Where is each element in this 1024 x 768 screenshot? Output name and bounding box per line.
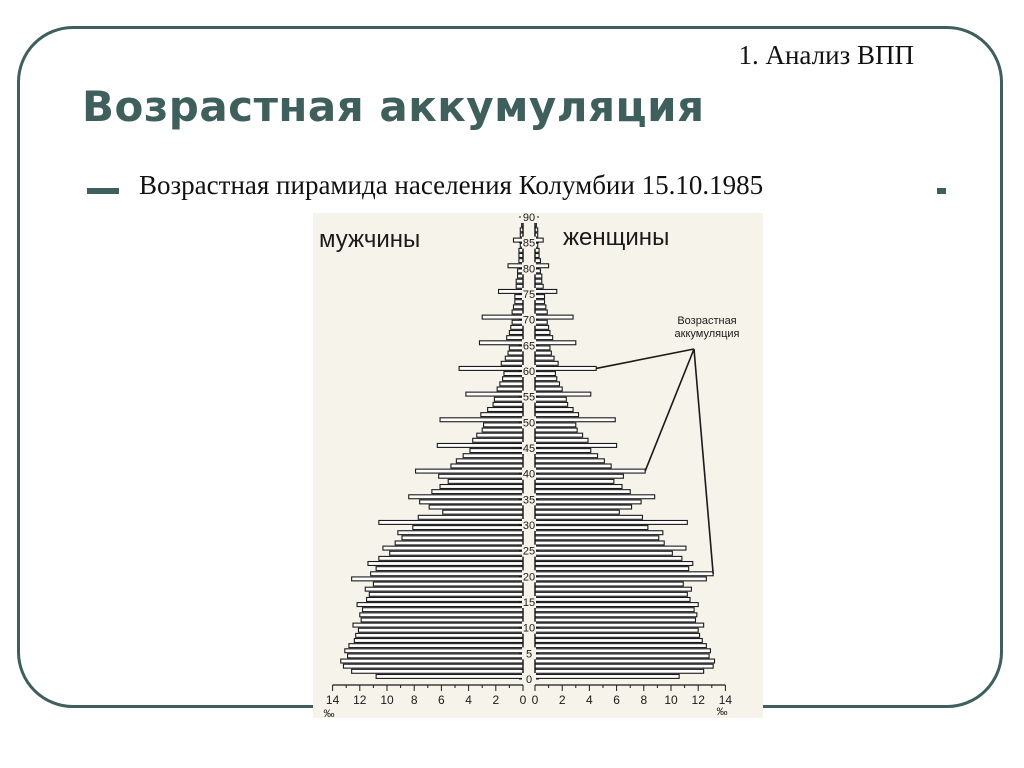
female-bar [535,284,543,288]
male-bar [352,577,523,581]
female-bar [535,372,555,376]
female-bar [535,515,642,519]
female-bar [535,546,686,550]
female-bar [535,443,617,447]
female-bar [535,628,698,632]
female-bar [535,320,547,324]
x-tick-label-left: 2 [492,693,500,707]
female-bar [535,618,695,622]
x-tick-label-left: 8 [410,693,418,707]
male-bar [463,454,523,458]
male-bar [348,654,523,658]
male-bar [365,587,523,591]
male-bar [416,469,523,473]
female-bar [535,608,694,612]
male-bar [513,305,523,309]
female-bar [535,336,553,340]
male-bar [354,639,523,643]
female-bar [535,341,576,345]
female-bar [535,305,546,309]
female-bar [535,356,554,360]
female-bar [535,310,547,314]
female-bar [535,520,687,524]
male-bar [373,582,523,586]
female-bar [535,541,664,545]
female-bar [535,485,622,489]
male-bar [367,597,523,601]
male-bar [358,628,523,632]
male-bar [456,459,523,463]
male-bar [363,608,523,612]
male-bar [484,423,523,427]
male-bar [361,618,523,622]
x-unit-left: ‰ [323,708,335,718]
male-bar [459,366,523,370]
female-bar [535,474,623,478]
male-bar [509,331,523,335]
section-label: 1. Анализ ВПП [738,40,914,70]
female-bar [535,315,573,319]
x-tick-label-right: 0 [531,693,539,707]
female-bar [535,397,566,401]
female-bar [535,597,690,601]
male-bar [376,674,523,678]
female-bar [535,295,545,299]
female-bar [535,603,698,607]
slide-title: Возрастная аккумуляция [82,82,705,131]
male-bar [451,464,523,468]
age-tick-label: 85 [522,237,536,250]
female-bar [535,423,576,427]
x-tick-label-left: 12 [353,693,367,707]
female-bar [535,264,549,268]
male-bar [345,649,523,653]
male-bar [515,295,523,299]
female-bar [535,438,588,442]
female-bar [535,633,700,637]
male-bar [494,397,523,401]
male-bar [493,402,523,406]
age-tick-label: 30 [522,520,536,532]
female-bar [535,526,648,530]
female-bar [535,577,706,581]
female-bar [535,377,557,381]
age-tick-label: 40 [522,468,536,481]
female-bars [535,218,715,679]
age-tick-label: 45 [522,443,536,455]
female-bar [535,536,659,540]
male-bar [440,418,523,422]
x-tick-label-left: 14 [325,693,340,707]
female-bar [535,659,715,663]
age-tick-label: 20 [522,571,536,584]
female-bar [535,459,604,463]
male-bar [482,315,523,319]
male-bar [503,377,523,381]
female-bar [535,551,672,555]
male-bar [507,336,523,340]
female-bar [535,567,689,571]
male-bar [440,485,523,489]
annotation-label-line1: Возрастная [677,315,737,327]
male-bar [398,531,523,535]
male-bar [481,413,523,417]
male-bars [341,218,523,679]
male-bar [383,546,523,550]
female-bar [535,413,579,417]
female-bar [535,289,557,293]
age-tick-label: 35 [522,494,536,507]
female-bar [535,392,591,396]
female-bar [535,505,632,509]
female-bar [535,479,614,483]
female-bar [535,238,543,242]
male-bar [379,556,523,560]
male-bar [369,592,523,596]
female-bar [535,408,573,412]
male-bar [376,567,523,571]
age-tick-label: 60 [522,366,536,378]
male-bar [439,474,523,478]
female-bar [535,664,713,668]
annotation-label-line2: аккумуляция [674,328,740,340]
male-bar [352,669,523,673]
x-tick-label-right: 2 [558,693,566,707]
age-tick-label: 25 [522,545,536,558]
female-bar [535,402,568,406]
male-bar [466,392,523,396]
label-men: мужчины [319,226,421,253]
annotation-pointer [694,349,713,574]
male-bar [508,264,523,268]
female-bar [535,433,583,437]
male-bar [379,520,523,524]
x-tick-label-right: 12 [691,693,705,707]
bullet-marker-right [937,188,946,194]
male-bar [420,500,523,504]
male-bar [343,664,523,668]
male-bar [371,572,523,576]
female-bar [535,366,596,370]
age-tick-label: 90 [522,213,536,224]
male-bar [473,438,523,442]
x-tick-label-right: 4 [586,693,593,707]
male-bar [357,603,523,607]
male-bar [443,510,523,514]
female-bar [535,649,710,653]
annotation-pointer [645,349,694,471]
female-bar [535,274,542,278]
population-pyramid-chart [313,213,763,718]
male-bar [512,310,523,314]
male-bar [516,279,523,283]
male-bar [512,320,523,324]
female-bar [535,279,542,283]
female-bar [535,623,704,627]
age-tick-label: 50 [522,417,536,430]
pyramid-svg [313,213,763,718]
age-tick-label: 0 [525,674,533,686]
female-bar [535,361,558,365]
male-bar [409,495,523,499]
male-bar [488,408,523,412]
male-bar [390,551,523,555]
female-bar [535,587,691,591]
male-bar [505,356,523,360]
age-tick-label: 15 [522,597,536,609]
age-tick-label: 70 [522,314,536,327]
male-bar [470,449,523,453]
female-bar [535,669,704,673]
label-women: женщины [563,224,670,251]
male-bar [479,341,523,345]
female-bar [535,428,577,432]
annotation-pointer [596,349,694,368]
x-tick-label-left: 0 [519,693,527,707]
male-bar [395,541,523,545]
female-bar [535,490,630,494]
male-bar [477,433,523,437]
female-bar [535,387,562,391]
female-bar [535,500,641,504]
male-bar [360,613,523,617]
x-unit-right: ‰ [716,706,728,718]
male-bar [448,479,523,483]
male-bar [513,238,523,242]
age-tick-label: 10 [522,622,536,635]
male-bar [402,536,523,540]
x-tick-label-left: 4 [465,693,472,707]
female-bar [535,495,655,499]
female-bar [535,325,549,329]
male-bar [418,515,523,519]
female-bar [535,572,713,576]
male-bar [508,351,523,355]
male-bar [437,443,523,447]
female-bar [535,351,551,355]
male-bar [500,382,523,386]
female-bar [535,674,679,678]
female-bar [535,510,619,514]
female-bar [535,300,545,304]
female-bar [535,418,615,422]
age-tick-label: 80 [522,263,536,276]
female-bar [535,556,682,560]
x-tick-label-left: 6 [438,693,445,707]
female-bar [535,613,697,617]
male-bar [353,623,523,627]
female-bar [535,331,550,335]
age-tick-label: 5 [525,648,533,661]
x-tick-label-right: 8 [640,693,648,707]
male-bar [504,372,523,376]
female-bar [535,454,598,458]
female-bar [535,464,611,468]
age-tick-label: 55 [522,391,536,404]
male-bar [413,526,523,530]
male-bar [516,284,523,288]
female-bar [535,562,693,566]
male-bar [499,289,523,293]
x-tick-label-right: 10 [664,693,678,707]
female-bar [535,449,591,453]
x-tick-label-left: 10 [380,693,394,707]
female-bar [535,469,645,473]
male-bar [356,633,523,637]
male-bar [349,644,523,648]
male-bar [515,300,523,304]
female-bar [535,639,702,643]
female-bar [535,582,683,586]
male-bar [482,428,523,432]
male-bar [511,325,523,329]
female-bar [535,382,559,386]
x-tick-label-right: 6 [613,693,620,707]
bullet-marker-left [87,188,119,194]
female-bar [535,644,706,648]
age-tick-label: 75 [522,289,536,301]
female-bar [535,346,550,350]
male-bar [497,387,523,391]
female-bar [535,259,540,263]
x-tick-label-right: 14 [718,693,733,707]
female-bar [535,531,663,535]
female-bar [535,592,687,596]
male-bar [368,562,523,566]
male-bar [509,346,523,350]
age-tick-label: 65 [522,340,536,353]
chart-caption: Возрастная пирамида населения Колумбии 15.10.1985 [139,170,764,200]
male-bar [429,505,523,509]
male-bar [501,361,523,365]
male-bar [341,659,523,663]
male-bar [432,490,523,494]
female-bar [535,654,709,658]
